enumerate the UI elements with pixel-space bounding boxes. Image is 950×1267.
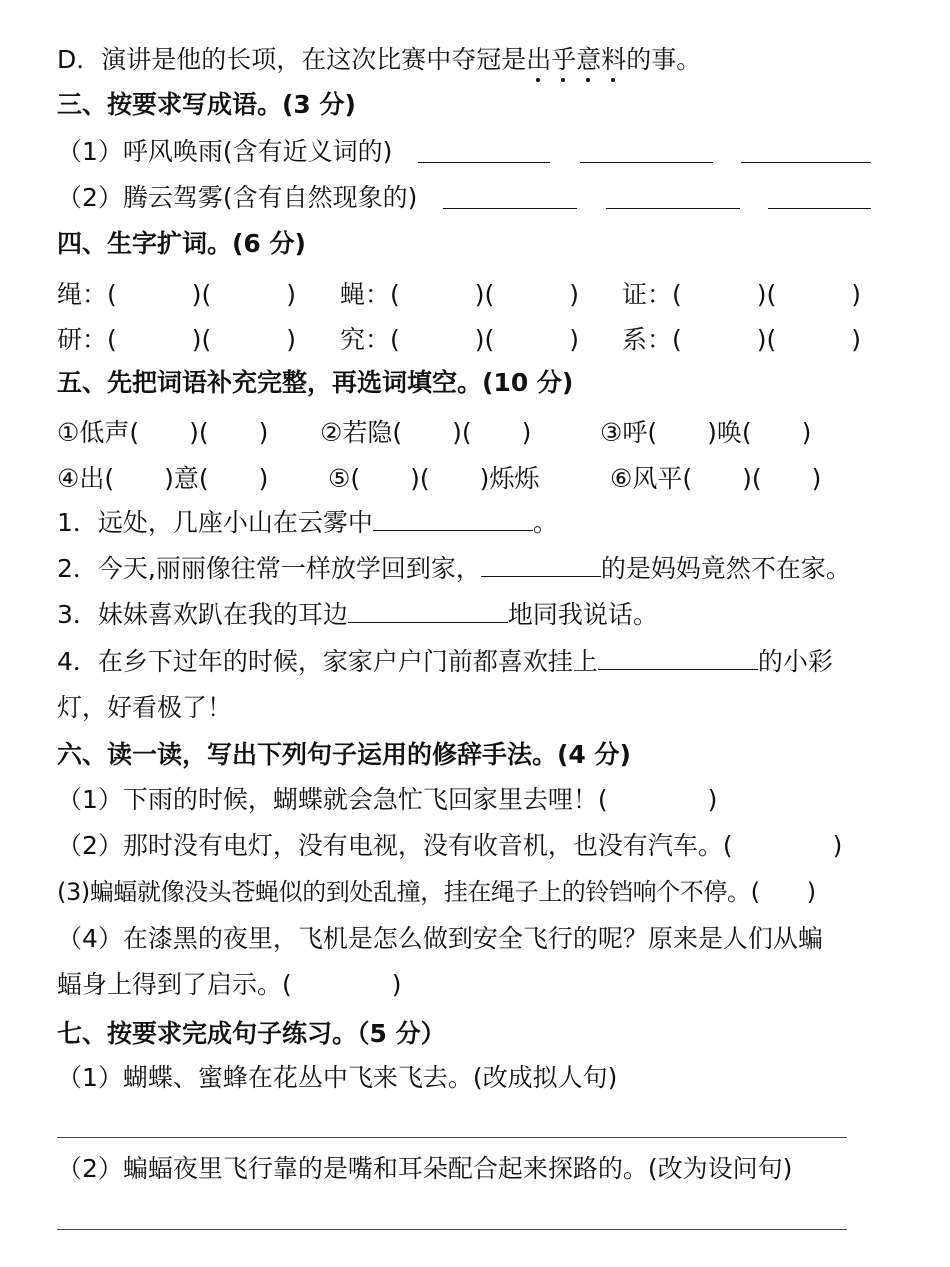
section3-q1	[57, 135, 392, 169]
option-d-prefix: D．演讲是他的长项，在这次比赛中夺冠是	[57, 45, 527, 74]
fill-sentence-4: 4．在乡下过年的时候，家家户户门前都喜欢挂上 的小彩	[57, 647, 833, 676]
emphasized-phrase: 出乎意料	[526, 45, 626, 74]
idiom-cell: ⑥风平( )( )	[610, 464, 822, 493]
answer-blank[interactable]	[418, 140, 550, 163]
char-word-cell: 系：( )( )	[622, 325, 862, 354]
idiom-cell: ③呼( )唤( )	[600, 418, 812, 447]
fill-sentence-4-cont: 灯，好看极了！	[57, 693, 233, 722]
section3-q2	[57, 181, 417, 215]
answer-blank[interactable]	[741, 140, 871, 163]
answer-line[interactable]	[57, 1229, 847, 1230]
section4-heading: 四、生字扩词。(6 分)	[57, 229, 306, 258]
option-d	[57, 43, 701, 77]
rhetoric-q3: (3)蝙蝠就像没头苍蝇似的到处乱撞，挂在绳子上的铃铛响个不停。( )	[57, 878, 816, 906]
idiom-cell: ①低声( )( )	[57, 418, 269, 447]
answer-blank[interactable]	[580, 140, 713, 163]
idiom-cell: ②若隐( )( )	[320, 418, 532, 447]
answer-blank[interactable]	[606, 186, 740, 209]
answer-blank[interactable]	[348, 600, 508, 623]
char-word-cell: 绳：( )( )	[57, 280, 297, 309]
fill-sentence-1: 1．远处，几座小山在云雾中 。	[57, 508, 558, 537]
section6-heading: 六、读一读，写出下列句子运用的修辞手法。(4 分)	[57, 740, 631, 769]
fill-sentence-3: 3．妹妹喜欢趴在我的耳边 地同我说话。	[57, 600, 658, 629]
section7-heading: 七、按要求完成句子练习。（5 分）	[57, 1019, 446, 1048]
answer-blank[interactable]	[768, 186, 871, 209]
rhetoric-q1: （1）下雨的时候，蝴蝶就会急忙飞回家里去哩！( )	[57, 785, 718, 814]
rhetoric-q4: （4）在漆黑的夜里，飞机是怎么做到安全飞行的呢？原来是人们从蝙	[57, 924, 823, 953]
section5-heading: 五、先把词语补充完整，再选词填空。(10 分)	[57, 368, 574, 397]
answer-blank[interactable]	[481, 554, 601, 577]
answer-blank[interactable]	[598, 647, 758, 670]
fill-sentence-2: 2．今天,丽丽像往常一样放学回到家， 的是妈妈竟然不在家。	[57, 554, 851, 583]
char-word-cell: 研：( )( )	[57, 325, 297, 354]
answer-line[interactable]	[57, 1137, 847, 1138]
char-word-cell: 究：( )( )	[340, 325, 580, 354]
answer-blank[interactable]	[443, 186, 577, 209]
section3-heading: 三、按要求写成语。(3 分)	[57, 90, 356, 119]
idiom-cell: ④出( )意( )	[57, 464, 269, 493]
section3-q2-text: （2）腾云驾雾(含有自然现象的)	[57, 183, 418, 212]
idiom-cell: ⑤( )( )烁烁	[328, 464, 540, 493]
rhetoric-q2: （2）那时没有电灯，没有电视，没有收音机，也没有汽车。( )	[57, 831, 843, 860]
sentence-q2: （2）蝙蝠夜里飞行靠的是嘴和耳朵配合起来探路的。(改为设问句)	[57, 1154, 793, 1183]
sentence-q1: （1）蝴蝶、蜜蜂在花丛中飞来飞去。(改成拟人句)	[57, 1063, 618, 1092]
rhetoric-q4-cont: 蝠身上得到了启示。( )	[57, 970, 402, 999]
option-d-suffix: 的事。	[626, 45, 702, 74]
section3-q1-text: （1）呼风唤雨(含有近义词的)	[57, 137, 393, 166]
char-word-cell: 证：( )( )	[622, 280, 862, 309]
answer-blank[interactable]	[373, 508, 533, 531]
char-word-cell: 蝇：( )( )	[340, 280, 580, 309]
